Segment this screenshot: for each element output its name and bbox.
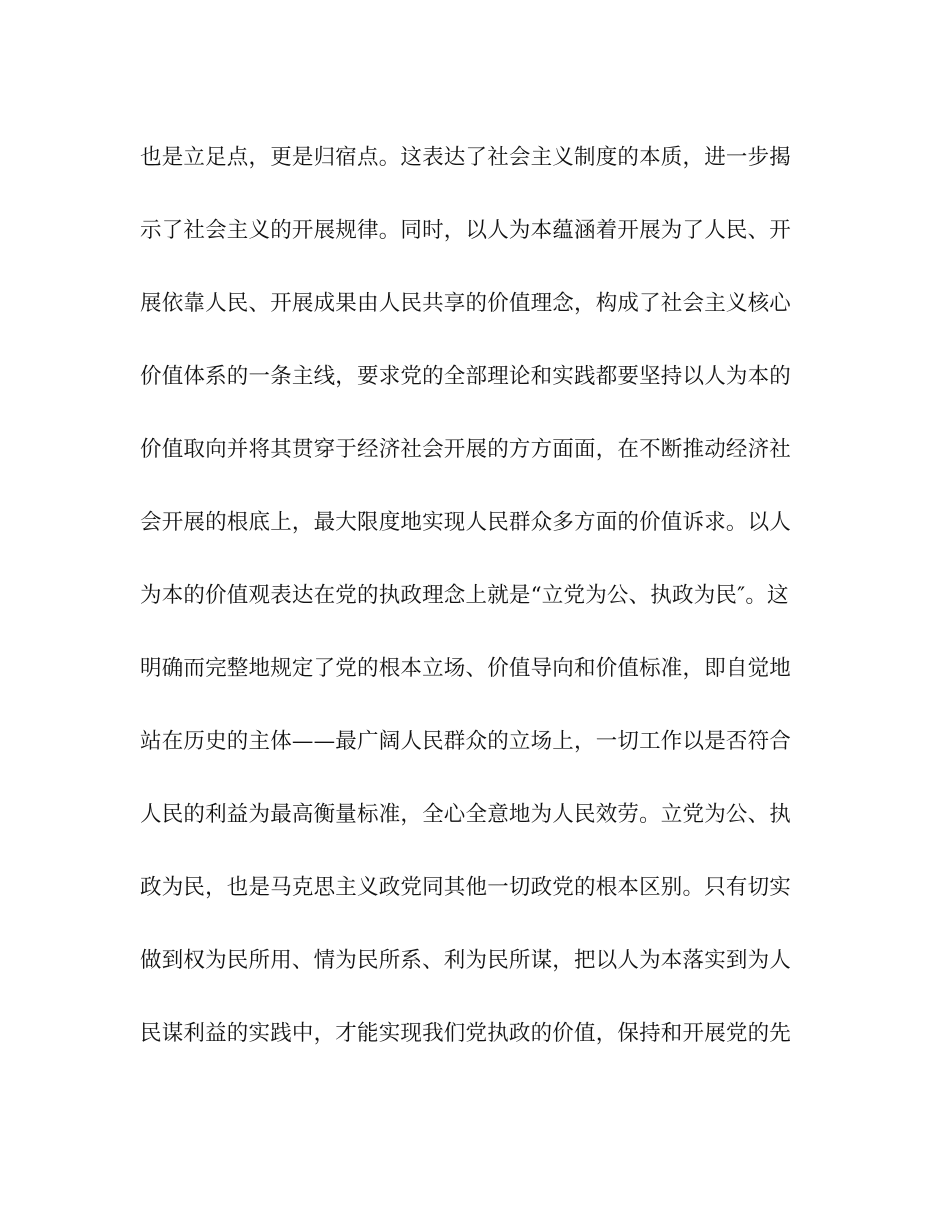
text-line-10: 人民的利益为最高衡量标准，全心全意地为人民效劳。立党为公、执: [140, 802, 792, 827]
text-line-11: 政为民，也是马克思主义政党同其他一切政党的根本区别。只有切实: [140, 875, 792, 900]
text-line-5: 价值取向并将其贯穿于经济社会开展的方方面面，在不断推动经济社: [140, 437, 792, 462]
text-line-2: 示了社会主义的开展规律。同时，以人为本蕴涵着开展为了人民、开: [140, 218, 792, 243]
text-line-6: 会开展的根底上，最大限度地实现人民群众多方面的价值诉求。以人: [140, 510, 792, 535]
text-line-7: 为本的价值观表达在党的执政理念上就是“立党为公、执政为民″。这: [140, 583, 789, 608]
text-line-9: 站在历史的主体——最广阔人民群众的立场上，一切工作以是否符合: [140, 729, 792, 754]
text-line-8: 明确而完整地规定了党的根本立场、价值导向和价值标准，即自觉地: [140, 656, 792, 681]
text-line-1: 也是立足点，更是归宿点。这表达了社会主义制度的本质，进一步揭: [140, 145, 792, 170]
body-text: [140, 132, 810, 1081]
text-line-4: 价值体系的一条主线，要求党的全部理论和实践都要坚持以人为本的: [140, 364, 792, 389]
text-line-12: 做到权为民所用、情为民所系、利为民所谋，把以人为本落实到为人: [140, 948, 792, 973]
text-line-3: 展依靠人民、开展成果由人民共享的价值理念，构成了社会主义核心: [140, 291, 792, 316]
text-line-13: 民谋利益的实践中，才能实现我们党执政的价值，保持和开展党的先: [140, 1021, 792, 1046]
